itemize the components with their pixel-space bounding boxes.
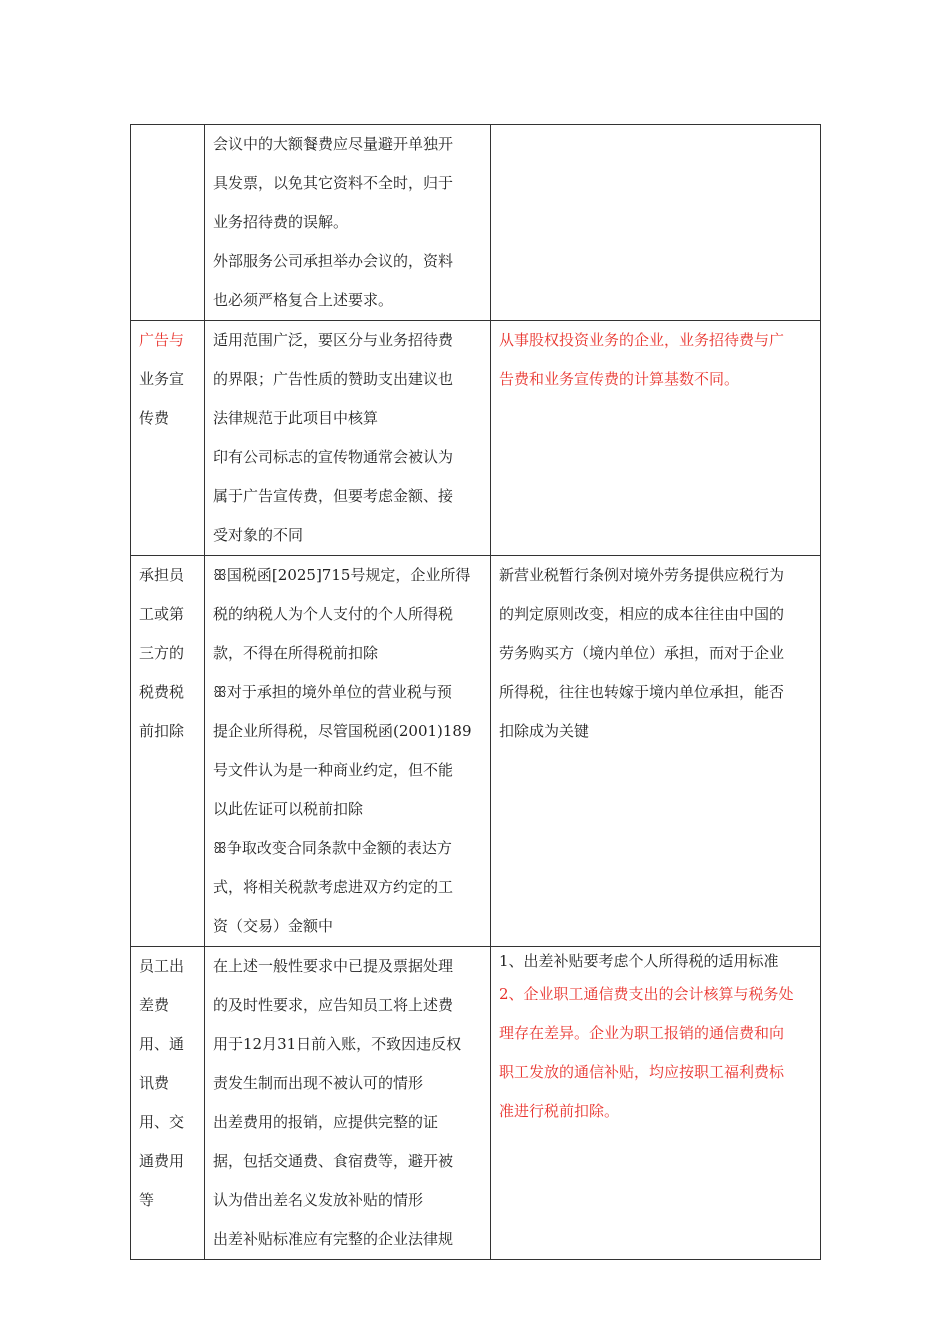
- category-label: 通费用: [139, 1152, 185, 1170]
- notes-line: 款，不得在所得税前扣除: [213, 644, 379, 662]
- notes-line: 责发生制而出现不被认可的情形: [213, 1074, 424, 1092]
- notes-cell: [205, 556, 491, 947]
- remark-line: 职工发放的通信补贴，均应按职工福利费标: [499, 1063, 785, 1081]
- notes-cell: [205, 125, 491, 321]
- remark-line: 理存在差异。企业为职工报销的通信费和向: [499, 1024, 785, 1042]
- remark-line: 从事股权投资业务的企业，业务招待费与广: [499, 331, 785, 349]
- notes-line: 在上述一般性要求中已提及票据处理: [213, 957, 454, 975]
- table-row: [131, 556, 821, 947]
- category-cell: [131, 947, 205, 1260]
- category-cell: [131, 556, 205, 947]
- notes-line: 受对象的不同: [213, 526, 304, 544]
- notes-cell: [205, 321, 491, 556]
- category-label: 广告与: [139, 331, 185, 349]
- notes-line: 外部服务公司承担举办会议的，资料: [213, 252, 454, 270]
- category-label: 税费税: [139, 683, 185, 701]
- remark-cell: [491, 556, 821, 947]
- remark-line: 所得税，往往也转嫁于境内单位承担，能否: [499, 683, 785, 701]
- remark-line: 2、企业职工通信费支出的会计核算与税务处: [499, 985, 794, 1003]
- notes-line: 据，包括交通费、食宿费等，避开被: [213, 1152, 454, 1170]
- notes-line: 税的纳税人为个人支付的个人所得税: [213, 605, 454, 623]
- content-table: [130, 124, 821, 1260]
- notes-line: 适用范围广泛，要区分与业务招待费: [213, 331, 454, 349]
- category-label: 差费: [139, 996, 170, 1014]
- category-label: 传费: [139, 409, 170, 427]
- table-row: [131, 947, 821, 1260]
- category-label: 承担员: [139, 566, 185, 584]
- notes-line: 的及时性要求，应告知员工将上述费: [213, 996, 454, 1014]
- notes-line: 也必须严格复合上述要求。: [213, 291, 394, 309]
- notes-line: 资（交易）金额中: [213, 917, 334, 935]
- category-label: 讯费: [139, 1074, 170, 1092]
- remark-cell: [491, 125, 821, 321]
- notes-line: 式，将相关税款考虑进双方约定的工: [213, 878, 454, 896]
- remark-line: 1、出差补贴要考虑个人所得税的适用标准: [499, 952, 779, 970]
- notes-line: ꕥ争取改变合同条款中金额的表达方: [213, 839, 452, 857]
- category-label: 工或第: [139, 605, 185, 623]
- notes-line: 认为借出差名义发放补贴的情形: [213, 1191, 424, 1209]
- remark-cell: [491, 321, 821, 556]
- category-cell: [131, 125, 205, 321]
- notes-line: 出差费用的报销，应提供完整的证: [213, 1113, 439, 1131]
- notes-cell: [205, 947, 491, 1260]
- notes-line: 出差补贴标准应有完整的企业法律规: [213, 1230, 454, 1248]
- notes-line: 具发票，以免其它资料不全时，归于: [213, 174, 454, 192]
- notes-line: 属于广告宣传费，但要考虑金额、接: [213, 487, 454, 505]
- notes-line: ꕥ国税函[2025]715号规定，企业所得: [213, 566, 471, 584]
- table-row: [131, 321, 821, 556]
- category-cell: [131, 321, 205, 556]
- notes-line: 印有公司标志的宣传物通常会被认为: [213, 448, 454, 466]
- category-label: 用、交: [139, 1113, 185, 1131]
- remark-line: 告费和业务宣传费的计算基数不同。: [499, 370, 740, 388]
- notes-line: 会议中的大额餐费应尽量避开单独开: [213, 135, 454, 153]
- notes-line: 提企业所得税，尽管国税函(2001)189: [213, 722, 472, 740]
- remark-line: 扣除成为关键: [499, 722, 590, 740]
- table-row: [131, 125, 821, 321]
- remark-line: 新营业税暂行条例对境外劳务提供应税行为: [499, 566, 785, 584]
- remark-line: 准进行税前扣除。: [499, 1102, 620, 1120]
- notes-line: 以此佐证可以税前扣除: [213, 800, 364, 818]
- category-label: 员工出: [139, 957, 185, 975]
- category-label: 等: [139, 1191, 155, 1209]
- notes-line: 用于12月31日前入账，不致因违反权: [213, 1035, 462, 1053]
- notes-line: 业务招待费的误解。: [213, 213, 349, 231]
- notes-line: 号文件认为是一种商业约定，但不能: [213, 761, 454, 779]
- category-label: 三方的: [139, 644, 185, 662]
- category-label: 业务宣: [139, 370, 185, 388]
- category-label: 前扣除: [139, 722, 185, 740]
- notes-line: 的界限；广告性质的赞助支出建议也: [213, 370, 454, 388]
- remark-cell: [491, 947, 821, 1260]
- category-label: 用、通: [139, 1035, 185, 1053]
- notes-line: 法律规范于此项目中核算: [213, 409, 379, 427]
- remark-line: 劳务购买方（境内单位）承担，而对于企业: [499, 644, 785, 662]
- remark-line: 的判定原则改变，相应的成本往往由中国的: [499, 605, 785, 623]
- notes-line: ꕥ对于承担的境外单位的营业税与预: [213, 683, 452, 701]
